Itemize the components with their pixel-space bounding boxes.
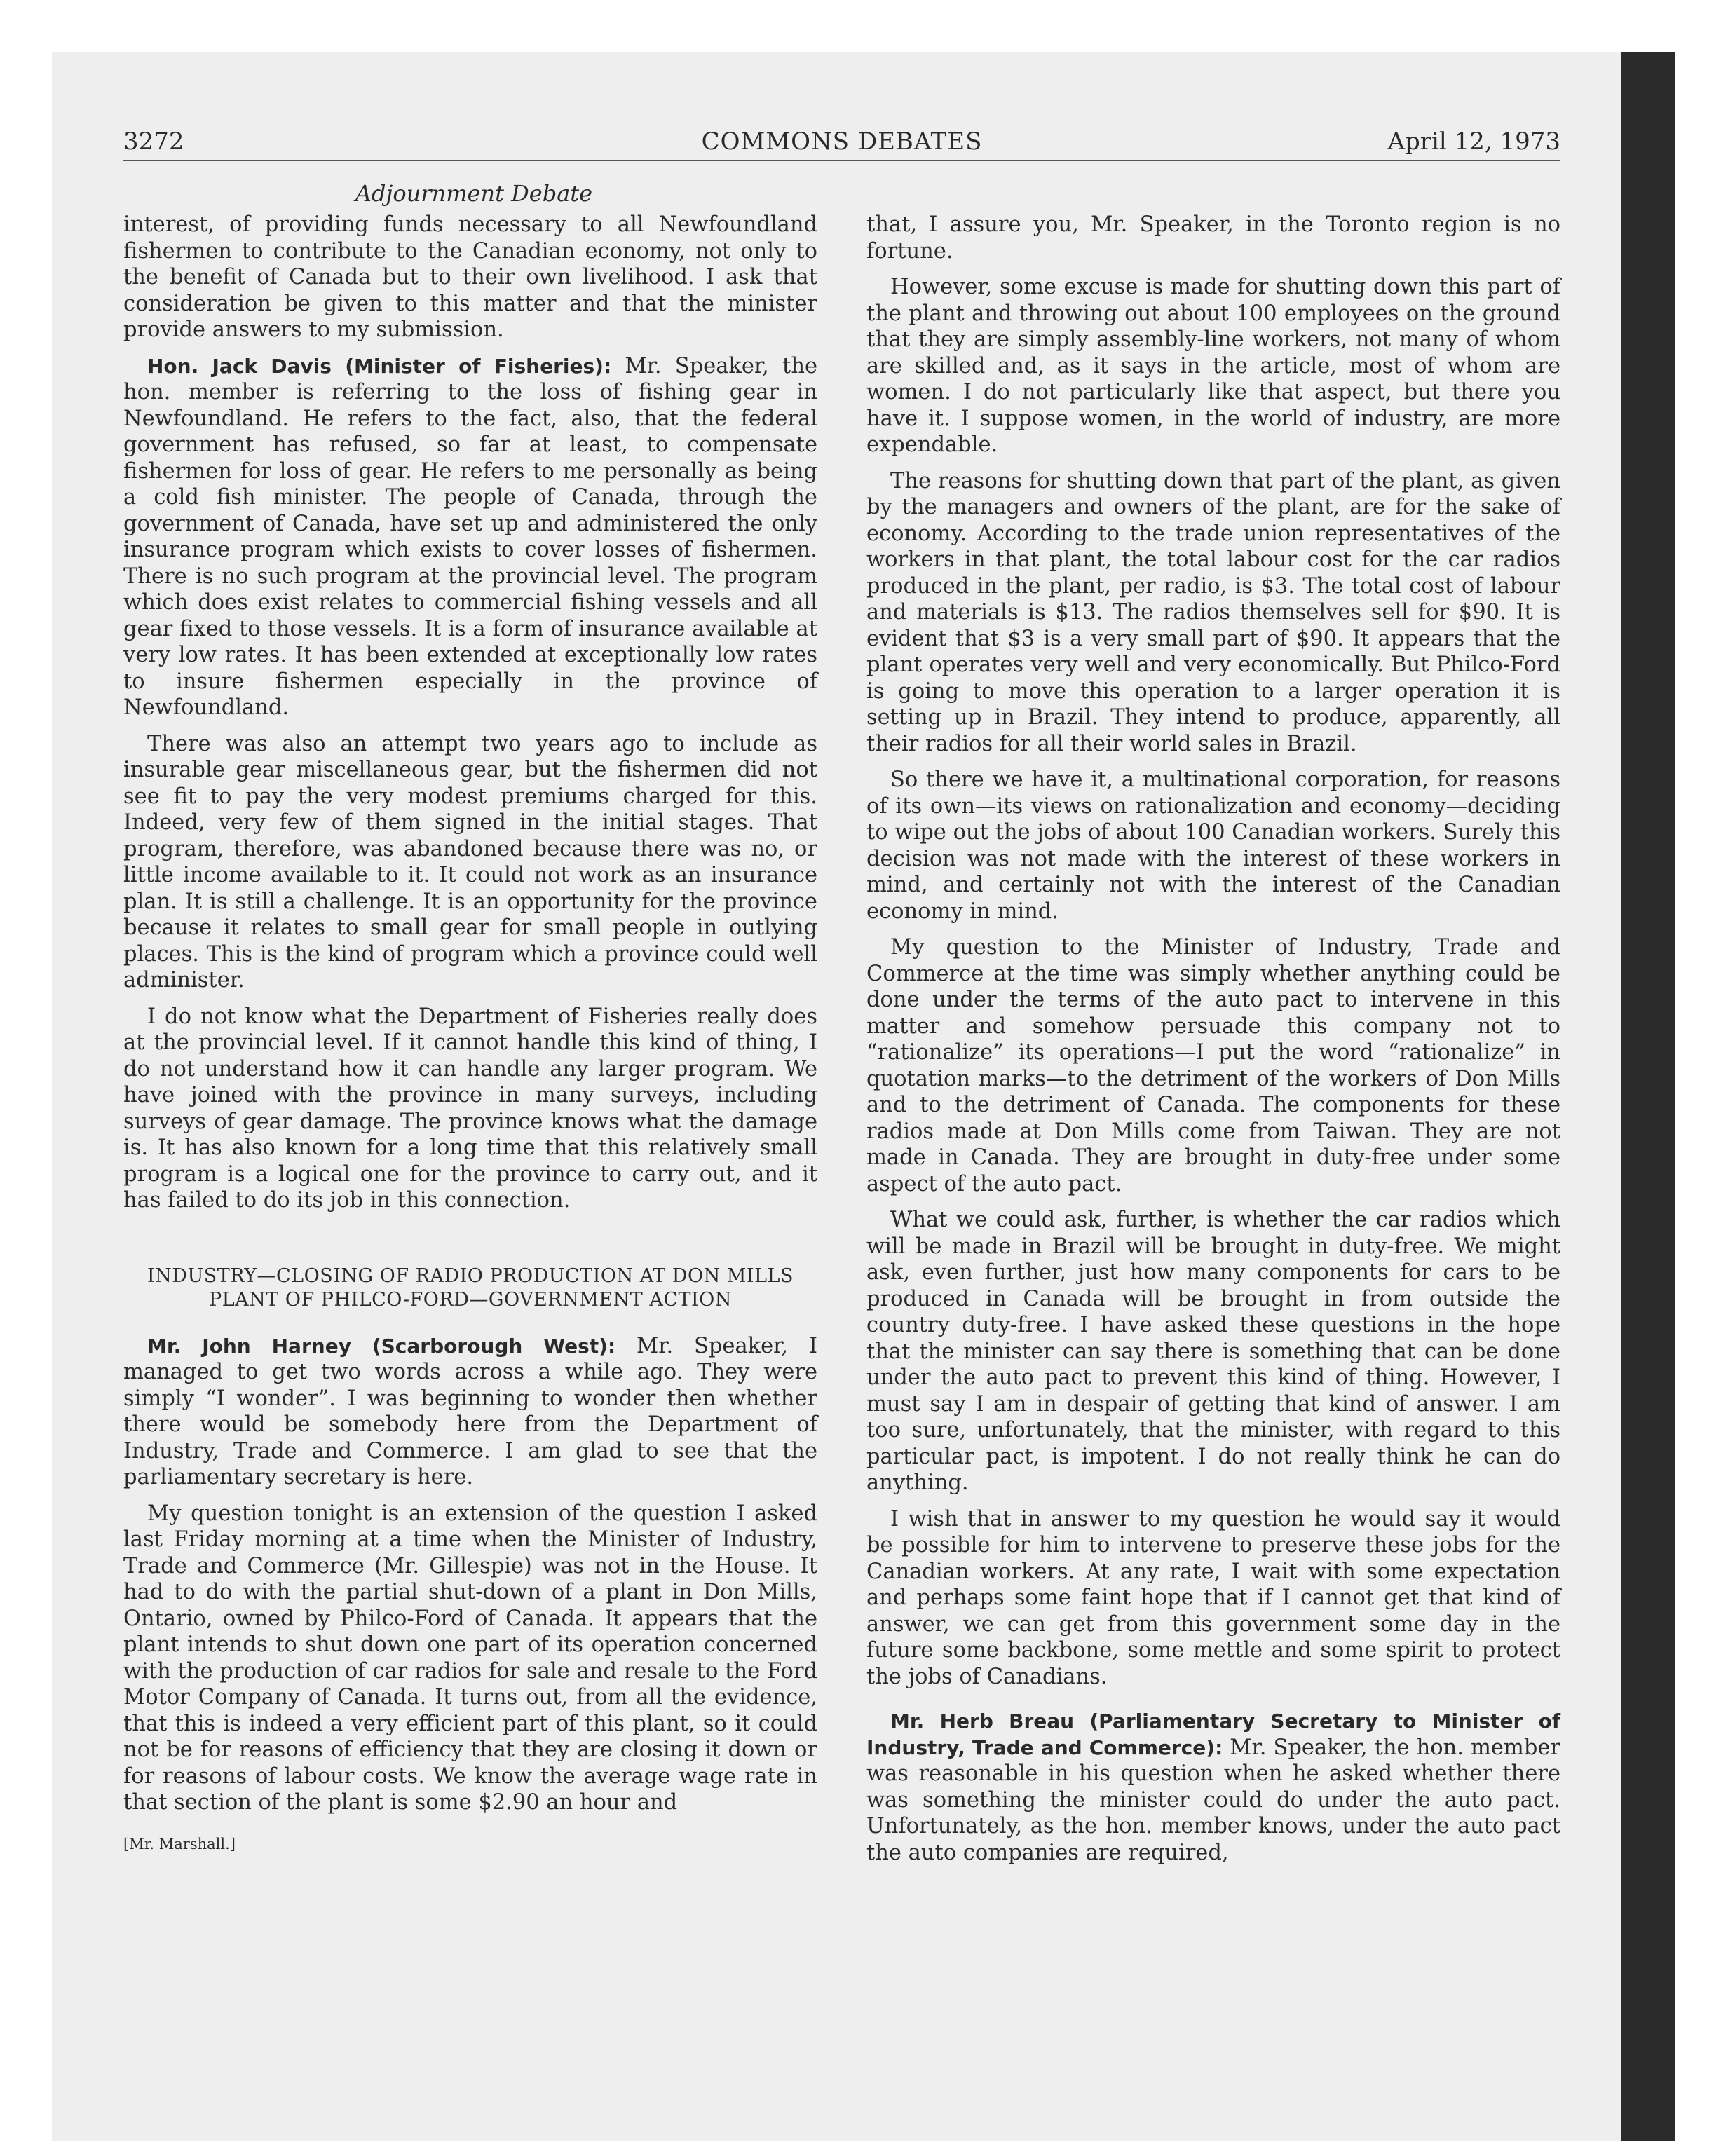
speech-paragraph — [123, 1333, 817, 1491]
left-column — [123, 212, 817, 1857]
speech-paragraph — [866, 1708, 1560, 1866]
paragraph: The reasons for shutting down that part of the plant, as given by the managers and owners of the plant, are for the sake of economy. According to the trade union representatives of the workers in that plant, the total labour cost for the car radios produced in the plant, per radio, is $3. The total cost of labour and materials is $13. The radios themselves sell for $90. It is evident that $3 is a very small part of $90. It appears that the plant operates very well and very economically. But Philco-Ford is going to move this operation to a larger operation it is setting up in Brazil. They intend to produce, apparently, all their radios for all their world sales in Brazil. — [866, 468, 1560, 756]
paragraph: I do not know what the Department of Fisheries really does at the provincial level. If it cannot handle this kind of thing, I do not understand how it can handle any larger program. We have joined with the province in many surveys, including surveys of gear damage. The province knows what the damage is. It has also known for a long time that this relatively small program is a logical one for the province to carry out, and it has failed to do its job in this connection. — [123, 1004, 817, 1213]
speaker-name: Hon. Jack Davis (Minister of Fisheries): — [147, 354, 612, 378]
page-number: 3272 — [123, 128, 184, 156]
speaker-name: Mr. John Harney (Scarborough West): — [147, 1334, 616, 1358]
paragraph: that, I assure you, Mr. Speaker, in the Toronto region is no fortune. — [866, 212, 1560, 264]
speech-text: Mr. Speaker, the hon. member was reasonable in his question when he asked whether there was something the minister could do under the auto pact. Unfortunately, as the hon. member knows, under the auto pact the auto companies are required, — [866, 1735, 1560, 1865]
speech-text: Mr. Speaker, I managed to get two words across a while ago. They were simply “I wonder”. I was beginning to wonder then whether there would be somebody here from the Department of Industry, Trade and Commerce. I am glad to see that the parliamentary secretary is here. — [123, 1333, 817, 1489]
speaker-name: Mr. Herb Breau (Parliamentary Secretary to Minister of Industry, Trade and Commerce): — [866, 1710, 1560, 1759]
debate-subheading: INDUSTRY—CLOSING OF RADIO PRODUCTION AT DON MILLS PLANT OF PHILCO-FORD—GOVERNMENT ACTION — [147, 1264, 794, 1311]
paragraph: interest, of providing funds necessary to all Newfoundland fishermen to contribute to the Canadian economy, not only to the benefit of Canada but to their own livelihood. I ask that consideration be given to this matter and that the minister provide answers to my submission. — [123, 212, 817, 342]
paragraph: My question to the Minister of Industry, Trade and Commerce at the time was simply whether anything could be done under the terms of the auto pact to intervene in this matter and somehow persuade this company not to “rationalize” its operations—I put the word “rationalize” in quotation marks—to the detriment of the workers of Don Mills and to the detriment of Canada. The components for these radios made at Don Mills come from Taiwan. They are not made in Canada. They are brought in duty-free under some aspect of the auto pact. — [866, 935, 1560, 1196]
speech-paragraph — [123, 353, 817, 721]
publication-date: April 12, 1973 — [1387, 128, 1560, 156]
speaker-marker: [Mr. Marshall.] — [123, 1835, 236, 1853]
publication-title: COMMONS DEBATES — [701, 128, 983, 156]
speech-text: Mr. Speaker, the hon. member is referring to the loss of fishing gear in Newfoundland. He refers to the fact, also, that the federal government has refused, so far at least, to compensate fishermen for loss of gear. He refers to me personally as being a cold fish minister. The people of Canada, through the government of Canada, have set up and administered the only insurance program which exists to cover losses of fishermen. There is no such program at the provincial level. The program which does exist relates to commercial fishing vessels and all gear fixed to those vessels. It is a form of insurance available at very low rates. It has been extended at exceptionally low rates to insure fishermen especially in the province of Newfoundland. — [123, 353, 818, 720]
paragraph: I wish that in answer to my question he would say it would be possible for him to intervene to preserve these jobs for the Canadian workers. At any rate, I wait with some expectation and perhaps some faint hope that if I cannot get that kind of answer, we can get from this government some day in the future some backbone, some mettle and some spirit to protect the jobs of Canadians. — [866, 1506, 1560, 1689]
document-page — [123, 126, 1560, 1920]
scan-edge-bar — [1621, 52, 1675, 2141]
right-column — [866, 212, 1560, 1876]
paragraph: There was also an attempt two years ago to include as insurable gear miscellaneous gear, but the fishermen did not see fit to pay the very modest premiums charged for this. Indeed, very few of them signed in the initial stages. That program, therefore, was abandoned because there was no, or little income available to it. It could not work as an insurance plan. It is still a challenge. It is an opportunity for the province because it relates to small gear for small people in outlying places. This is the kind of program which a province could well administer. — [123, 731, 817, 992]
running-header — [123, 126, 1560, 161]
section-heading: Adjournment Debate — [355, 180, 593, 207]
paragraph: My question tonight is an extension of the question I asked last Friday morning at a time when the Minister of Industry, Trade and Commerce (Mr. Gillespie) was not in the House. It had to do with the partial shut-down of a plant in Don Mills, Ontario, owned by Philco-Ford of Canada. It appears that the plant intends to shut down one part of its operation concerned with the production of car radios for sale and resale to the Ford Motor Company of Canada. It turns out, from all the evidence, that this is indeed a very efficient part of this plant, so it could not be for reasons of efficiency that they are closing it down or for reasons of labour costs. We know the average wage rate in that section of the plant is some $2.90 an hour and — [123, 1501, 817, 1815]
paragraph: So there we have it, a multinational corporation, for reasons of its own—its views on rationalization and economy—deciding to wipe out the jobs of about 100 Canadian workers. Surely this decision was not made with the interest of these workers in mind, and certainly not with the interest of the Canadian economy in mind. — [866, 767, 1560, 924]
paragraph: What we could ask, further, is whether the car radios which will be made in Brazil will be brought in duty-free. We might ask, even further, just how many components for cars to be produced in Canada will be brought in from outside the country duty-free. I have asked these questions in the hope that the minister can say there is something that can be done under the auto pact to prevent this kind of thing. However, I must say I am in despair of getting that kind of answer. I am too sure, unfortunately, that the minister, with regard to this particular pact, is impotent. I do not really think he can do anything. — [866, 1208, 1560, 1495]
paragraph: However, some excuse is made for shutting down this part of the plant and throwing out about 100 employees on the ground that they are simply assembly-line workers, not many of whom are skilled and, as it says in the article, most of whom are women. I do not particularly like that aspect, but there you have it. I suppose women, in the world of industry, are more expendable. — [866, 275, 1560, 457]
